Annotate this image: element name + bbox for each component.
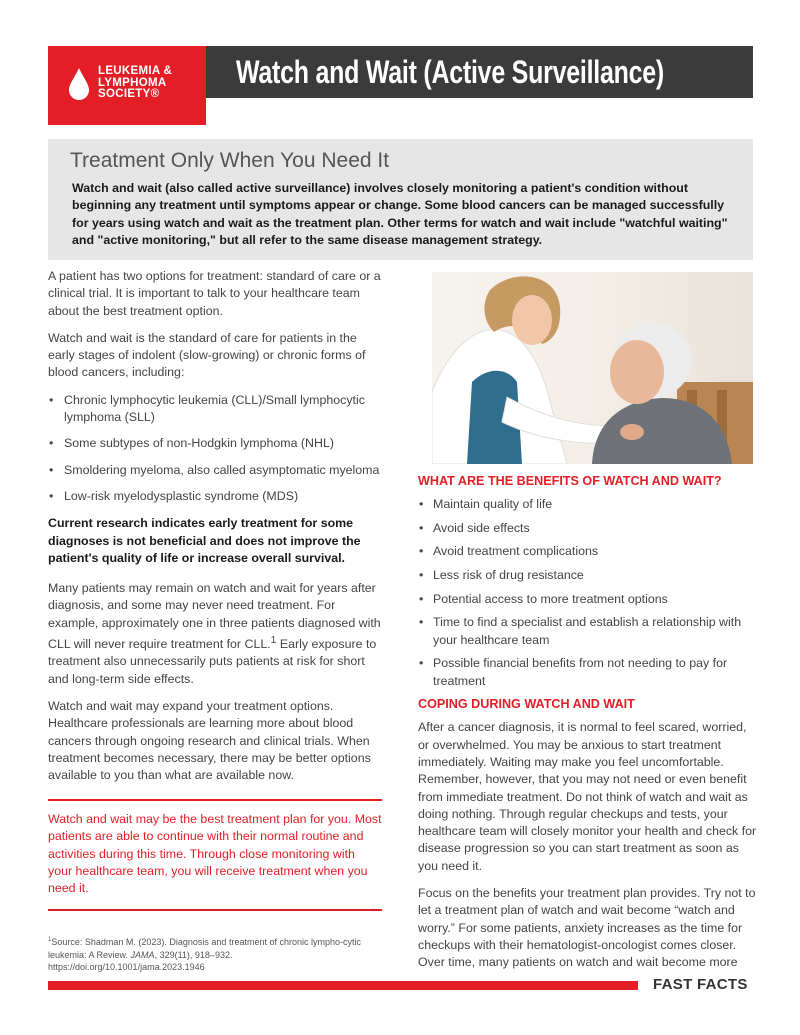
footnote-text: , 329(11), 918–932. https://doi.org/10.1001/jama.2023.1946 (48, 949, 233, 972)
footer-bar (48, 981, 638, 990)
footer-label: FAST FACTS (653, 976, 748, 993)
page-title: Watch and Wait (Active Surveillance) (236, 54, 665, 90)
blood-drop-icon (68, 67, 90, 101)
list-item: • Less risk of drug resistance (418, 567, 758, 584)
paragraph (48, 580, 384, 688)
list-item: • Potential access to more treatment options (418, 591, 758, 608)
cancer-types-list (48, 392, 384, 505)
list-item: • Maintain quality of life (418, 496, 758, 513)
coping-heading: COPING DURING WATCH AND WAIT (418, 697, 635, 712)
paragraph: Focus on the benefits your treatment plan provides. Try not to let a treatment plan of watch and wait become “watch and worry.” For some patients, anxiety increases as the time for checkups with their hematologist-oncologist comes closer. Over time, many patients on watch and wait become more (418, 886, 756, 970)
list-item: • Smoldering myeloma, also called asymptomatic myeloma (48, 462, 384, 479)
research-statement: Current research indicates early treatment for some diagnoses is not beneficial and does not improve the patient's quality of life or increase overall survival. (48, 516, 361, 565)
lls-logo (48, 46, 206, 125)
right-column (418, 473, 758, 982)
title-bar (206, 46, 753, 98)
paragraph: Watch and wait is the standard of care for patients in the early stages of indolent (slow-growing) or chronic forms of blood cancers, including: (48, 330, 366, 380)
paragraph: After a cancer diagnosis, it is normal to feel scared, worried, or overwhelmed. You may be anxious to start treatment immediately. Waiting may make you feel uncomfortable. Remember, however, that you may not need or even benefit from immediate treatment. Do not think of watch and wait as doing nothing. Through regular checkups and tests, your healthcare team will closely monitor your health and check for disease progression so you can start treatment as soon as you need it. (418, 720, 757, 873)
list-item: • Possible financial benefits from not needing to pay for treatment (418, 655, 758, 690)
left-column (48, 268, 384, 795)
list-item: • Low-risk myelodysplastic syndrome (MDS) (48, 488, 384, 505)
list-item: • Time to find a specialist and establish a relationship with your healthcare team (418, 614, 758, 649)
journal-name: JAMA (130, 949, 155, 960)
intro-body: Watch and wait (also called active surveillance) involves closely monitoring a patient's condition without beginning any treatment until symptoms appear or change. Some blood cancers can be managed successfully for years using watch and wait as the treatment plan. Other terms for watch and wait include "watchful waiting" and "active monitoring," but all refer to the same disease management strategy. (72, 181, 728, 247)
benefits-list (418, 496, 758, 690)
callout-box (48, 799, 382, 911)
text-run: Early exposure to treatment also unnecessarily puts patients at risk for short and long-term side effects. (48, 637, 377, 686)
logo-line: LEUKEMIA & (98, 65, 173, 77)
intro-heading: Treatment Only When You Need It (70, 149, 390, 172)
footnote-ref: 1 (270, 635, 277, 647)
list-item: • Chronic lymphocytic leukemia (CLL)/Small lymphocytic lymphoma (SLL) (48, 392, 384, 427)
callout-text: Watch and wait may be the best treatment plan for you. Most patients are able to continue with their normal routine and activities during this time. Through close monitoring with your healthcare team, you will receive treatment when you need it. (48, 812, 382, 896)
logo-line: SOCIETY® (98, 88, 160, 100)
paragraph: A patient has two options for treatment: standard of care or a clinical trial. It is important to talk to your healthcare team about the best treatment option. (48, 269, 381, 318)
paragraph: Watch and wait may expand your treatment options. Healthcare professionals are learning more about blood cancers through ongoing research and clinical trials. When treatment becomes necessary, there may be better options available to you than what are available now. (48, 699, 371, 783)
nurse-and-patient-photo (432, 272, 753, 464)
intro-box (48, 139, 753, 260)
footnote (48, 934, 380, 974)
footnote-number: 1 (48, 937, 52, 943)
footnote-text: Source: Shadman M. (2023). Diagnosis and treatment of chronic lympho-cytic leukemia: A Review. (48, 937, 361, 960)
logo-wordmark (98, 66, 172, 101)
logo-line: LYMPHOMA (98, 76, 167, 89)
list-item: • Avoid treatment complications (418, 543, 758, 560)
text-run: Many patients may remain on watch and wait for years after diagnosis, and some may never need treatment. For example, approximately one in three patients diagnosed with CLL will never require treatment for CLL. (48, 581, 381, 652)
benefits-heading: WHAT ARE THE BENEFITS OF WATCH AND WAIT? (418, 474, 722, 488)
list-item: • Avoid side effects (418, 520, 758, 537)
list-item: • Some subtypes of non-Hodgkin lymphoma (NHL) (48, 435, 384, 452)
